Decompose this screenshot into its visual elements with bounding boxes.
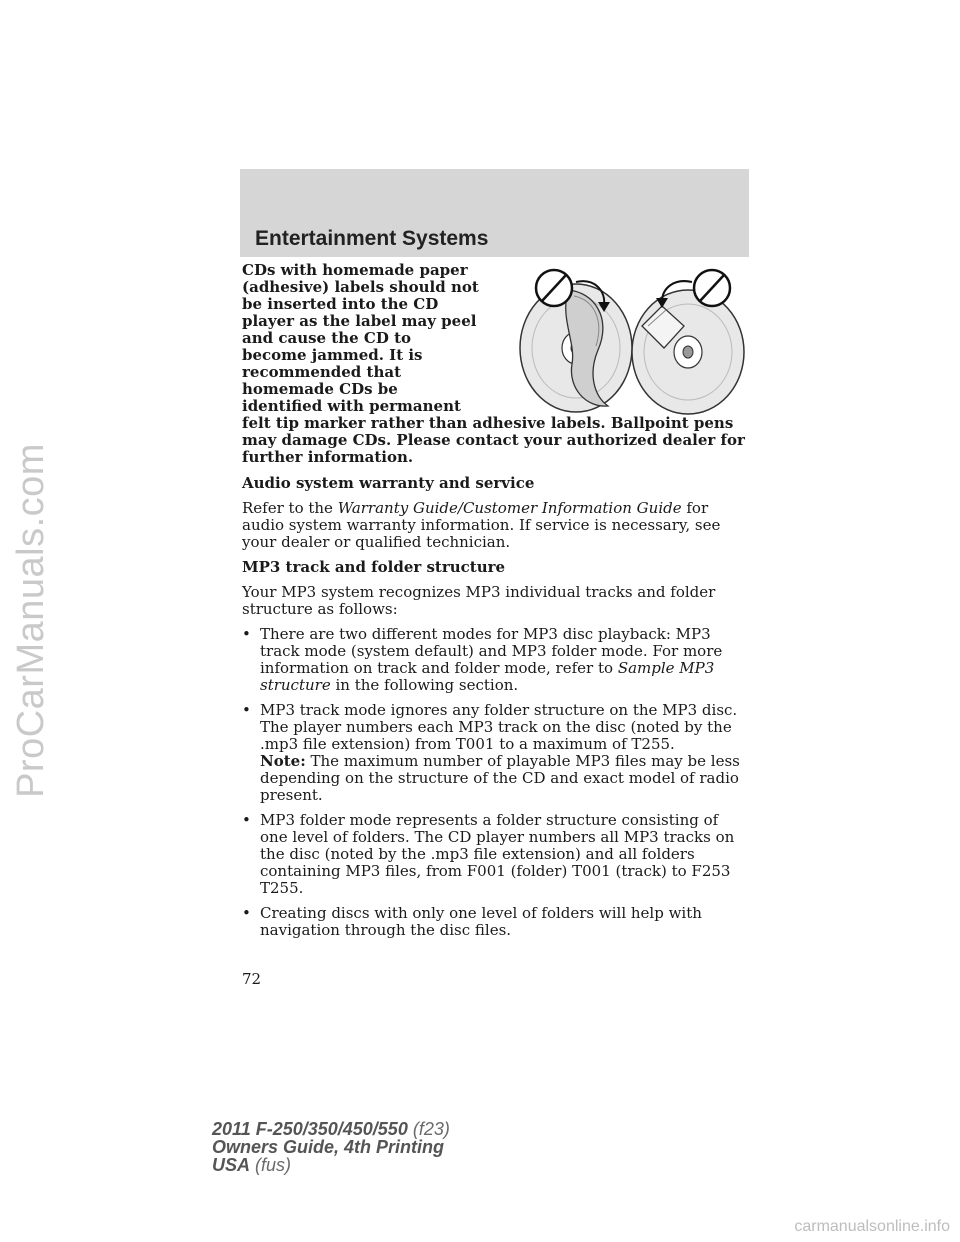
warranty-guide-reference: Warranty Guide/Customer Information Guide xyxy=(337,499,682,517)
watermark-text: ProCarManuals.com xyxy=(9,442,52,798)
bullet-text: MP3 folder mode represents a folder structure consisting of one level of folders. The CD player numbers all MP3 tracks on the disc (noted by the .mp3 file extension) and all folders containing MP3 files, from F001 (folder) T001 (track) to F253 T255. xyxy=(260,811,735,897)
list-item xyxy=(242,905,748,939)
warranty-paragraph xyxy=(242,500,748,551)
page-content xyxy=(242,262,748,947)
site-watermark: carmanualsonline.info xyxy=(794,1218,950,1235)
warranty-heading: Audio system warranty and service xyxy=(242,474,535,492)
section-header xyxy=(240,169,749,257)
bullet-text: in the following section. xyxy=(330,676,519,694)
mp3-heading: MP3 track and folder structure xyxy=(242,558,506,576)
page-number: 72 xyxy=(242,970,262,988)
mp3-intro: Your MP3 system recognizes MP3 individual tracks and folder structure as follows: xyxy=(242,583,716,618)
bullet-icon: • xyxy=(242,811,251,829)
footer-model: 2011 F-250/350/450/550 xyxy=(212,1119,408,1139)
bullet-text: Creating discs with only one level of folders will help with navigation through the disc files. xyxy=(260,904,702,939)
warranty-text-post: for audio system warranty information. If service is necessary, see your dealer or qualified technician. xyxy=(242,499,721,551)
list-item xyxy=(242,626,748,694)
bullet-icon: • xyxy=(242,904,251,922)
footer-printing: Owners Guide, 4th Printing xyxy=(212,1137,445,1157)
footer-line-model xyxy=(212,1120,450,1138)
watermark xyxy=(8,250,54,990)
bullet-icon: • xyxy=(242,701,251,719)
document-footer xyxy=(212,1120,450,1174)
note-text: The maximum number of playable MP3 files may be less depending on the structure of the CD and exact model of radio present. xyxy=(260,752,740,804)
bullet-icon: • xyxy=(242,625,251,643)
footer-model-code: (f23) xyxy=(407,1119,450,1139)
section-title: Entertainment Systems xyxy=(255,227,489,250)
cd-label-warning xyxy=(242,262,748,466)
bullet-text: There are two different modes for MP3 disc playback: MP3 track mode (system default) and MP3 folder mode. For more information on track and folder mode, refer to xyxy=(260,625,723,677)
footer-region-code: (fus) xyxy=(250,1155,292,1175)
warranty-text-pre: Refer to the xyxy=(242,499,338,517)
footer-line-region xyxy=(212,1156,450,1174)
sample-mp3-structure-reference: Sample MP3 structure xyxy=(260,659,715,694)
cd-label-warning-text: CDs with homemade paper (adhesive) labels should not be inserted into the CD player as the label may peel and cause the CD to become jammed. It is recommended that homemade CDs be identified with permanent felt tip marker rather than adhesive labels. Ballpoint pens may damage CDs. Please contact your authorized dealer for further information. xyxy=(242,261,745,466)
footer-region: USA xyxy=(212,1155,251,1175)
list-item xyxy=(242,812,748,897)
bullet-text: MP3 track mode ignores any folder structure on the MP3 disc. The player numbers each MP3 track on the disc (noted by the .mp3 file extension) from T001 to a maximum of T255. xyxy=(260,701,738,753)
list-item xyxy=(242,702,748,804)
note-label: Note: xyxy=(260,752,306,770)
